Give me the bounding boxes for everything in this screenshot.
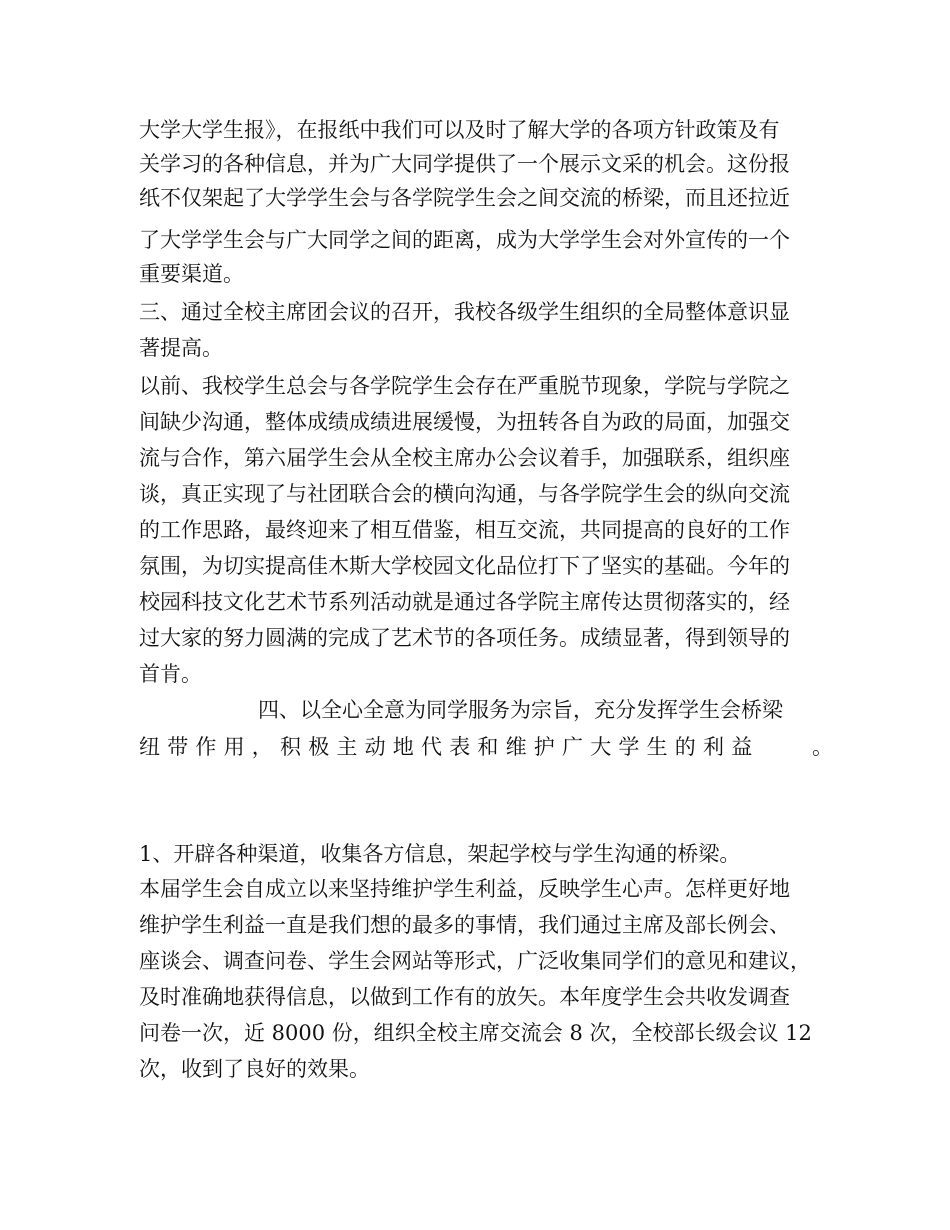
text-line: 校园科技文化艺术节系列活动就是通过各学院主席传达贯彻落实的，经 — [139, 590, 790, 614]
text-line: 过大家的努力圆满的完成了艺术节的各项任务。成绩显著，得到领导的 — [139, 626, 790, 650]
text-line: 谈，真正实现了与社团联合会的横向沟通，与各学院学生会的纵向交流 — [139, 482, 790, 506]
text-line: 以前、我校学生总会与各学院学生会存在严重脱节现象，学院与学院之 — [139, 374, 790, 398]
section-heading: 四、以全心全意为同学服务为宗旨，充分发挥学生会桥梁 — [258, 698, 783, 722]
text-line: 问卷一次，近 8000 份，组织全校主席交流会 8 次，全校部长级会议 12 — [139, 1021, 812, 1045]
text-line: 本届学生会自成立以来坚持维护学生利益，反映学生心声。怎样更好地 — [139, 877, 790, 901]
text-line: 首肯。 — [139, 662, 202, 686]
text-line: 维护学生利益一直是我们想的最多的事情，我们通过主席及部长例会、 — [139, 913, 790, 937]
text-line: 重要渠道。 — [139, 262, 244, 286]
text-line: 关学习的各种信息，并为广大同学提供了一个展示文采的机会。这份报 — [139, 152, 790, 176]
section-heading: 纽带作用，积极主动地代表和维护广大学生的利益 — [139, 735, 760, 759]
section-heading: 著提高。 — [139, 336, 223, 360]
text-line: 氛围，为切实提高佳木斯大学校园文化品位打下了坚实的基础。今年的 — [139, 554, 790, 578]
subsection-heading: 1、开辟各种渠道，收集各方信息，架起学校与学生沟通的桥梁。 — [139, 842, 741, 866]
text-line: 大学大学生报》，在报纸中我们可以及时了解大学的各项方针政策及有 — [139, 118, 780, 142]
section-heading: 三、通过全校主席团会议的召开，我校各级学生组织的全局整体意识显 — [139, 300, 790, 324]
text-line: 纸不仅架起了大学学生会与各学院学生会之间交流的桥梁，而且还拉近 — [139, 186, 790, 210]
text-line: 及时准确地获得信息，以做到工作有的放矢。本年度学生会共收发调查 — [139, 985, 790, 1009]
trailing-period: 。 — [812, 735, 833, 759]
text-line: 间缺少沟通，整体成绩成绩进展缓慢，为扭转各自为政的局面，加强交 — [139, 410, 790, 434]
text-line: 座谈会、调查问卷、学生会网站等形式，广泛收集同学们的意见和建议， — [139, 949, 811, 973]
text-line: 次，收到了良好的效果。 — [139, 1057, 370, 1081]
text-line: 了大学学生会与广大同学之间的距离，成为大学学生会对外宣传的一个 — [139, 228, 790, 252]
text-line: 的工作思路，最终迎来了相互借鉴，相互交流，共同提高的良好的工作 — [139, 518, 790, 542]
text-line: 流与合作，第六届学生会从全校主席办公会议着手，加强联系，组织座 — [139, 446, 790, 470]
